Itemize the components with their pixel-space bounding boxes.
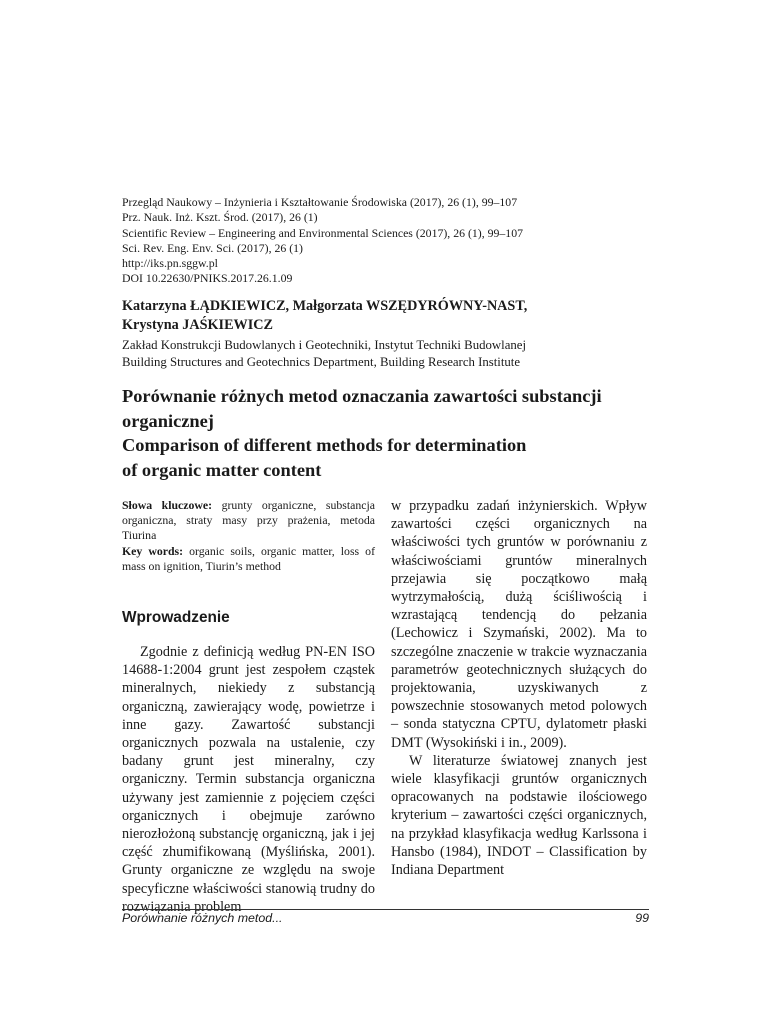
affiliation-pl: Zakład Konstrukcji Budowlanych i Geotechniki, Instytut Techniki Budowlanej: [122, 338, 527, 352]
footer-divider: [122, 909, 649, 910]
title-pl: organicznej: [122, 410, 214, 431]
doi: DOI 10.22630/PNIKS.2017.26.1.09: [122, 271, 293, 286]
authors: [122, 297, 527, 335]
running-title: Porównanie różnych metod...: [122, 911, 283, 925]
body-paragraph: W literaturze światowej znanych jest wiele klasyfikacji gruntów organicznych opracowanych na podstawie ilościowego kryterium – zawartości części organicznych, na przykład klasyfikacja według Karlssona i Hansbo (1984), INDOT – Classification by Indiana Department: [391, 752, 647, 879]
paper-title: [122, 384, 662, 482]
body-paragraph: Zgodnie z definicją według PN-EN ISO 14688-1:2004 grunt jest zespołem cząstek mineralnych, niekiedy z substancją organiczną, zawierający wodę, powietrze i inne gazy. Zawartość substancji organicznych pozwala na ustalenie, czy badany grunt jest mineralny, czy organiczny. Termin substancja organiczna używany jest zamiennie z pojęciem części organicznych i obejmuje zarówno nierozłożoną substancję organiczną, jak i jej część zhumifikowaną (Myślińska, 2001). Grunty organiczne ze względu na swoje specyficzne właściwości stanowią trudny do rozwiązania problem: [122, 644, 375, 915]
left-column: [122, 643, 375, 916]
citation-line: Przegląd Naukowy – Inżynieria i Kształtowanie Środowiska (2017), 26 (1), 99–107: [122, 195, 518, 209]
citation-line: Sci. Rev. Eng. Env. Sci. (2017), 26 (1): [122, 240, 303, 255]
title-en: of organic matter content: [122, 459, 322, 480]
title-pl: Porównanie różnych metod oznaczania zawartości substancji: [122, 386, 602, 406]
citation-line: Scientific Review – Engineering and Environmental Sciences (2017), 26 (1), 99–107: [122, 225, 523, 240]
title-en: Comparison of different methods for determination: [122, 435, 527, 455]
authors-line: Katarzyna ŁĄDKIEWICZ, Małgorzata WSZĘDYRÓWNY-NAST,: [122, 298, 528, 314]
section-heading: Wprowadzenie: [122, 609, 230, 626]
body-paragraph: w przypadku zadań inżynierskich. Wpływ zawartości części organicznych na właściwości tych gruntów w porównaniu z właściwościami gruntów mineralnych przejawia się początkowo małą wytrzymałością, dużą ściśliwością i wzrastającą tendencją do pełzania (Lechowicz i Szymański, 2002). Ma to szczególne znaczenie w trakcie wyznaczania parametrów geotechnicznych służących do projektowania, uzyskiwanych z powszechnie stosowanych metod polowych – sonda statyczna CPTU, dylatometr płaski DMT (Wysokiński i in., 2009).: [391, 498, 647, 751]
affiliation: [122, 337, 526, 371]
keywords-pl-text: grunty organiczne, substancja organiczna, straty masy przy prażenia, metoda Tiurina: [122, 498, 375, 543]
keywords-en: [122, 544, 375, 574]
affiliation-en: Building Structures and Geotechnics Department, Building Research Institute: [122, 355, 521, 369]
keywords-en-label: Key words:: [122, 543, 184, 558]
right-column: [391, 497, 647, 879]
page-number: 99: [635, 911, 649, 925]
keywords-pl-label: Słowa kluczowe:: [122, 498, 213, 512]
keywords-block: [122, 498, 375, 574]
keywords-pl: [122, 498, 375, 544]
journal-url[interactable]: http://iks.pn.sggw.pl: [122, 256, 218, 271]
citation-line: Prz. Nauk. Inż. Kszt. Środ. (2017), 26 (1): [122, 210, 318, 225]
citation-block: [122, 195, 523, 287]
authors-line: Krystyna JAŚKIEWICZ: [122, 317, 273, 333]
keywords-en-text: organic soils, organic matter, loss of mass on ignition, Tiurin’s method: [122, 543, 375, 573]
